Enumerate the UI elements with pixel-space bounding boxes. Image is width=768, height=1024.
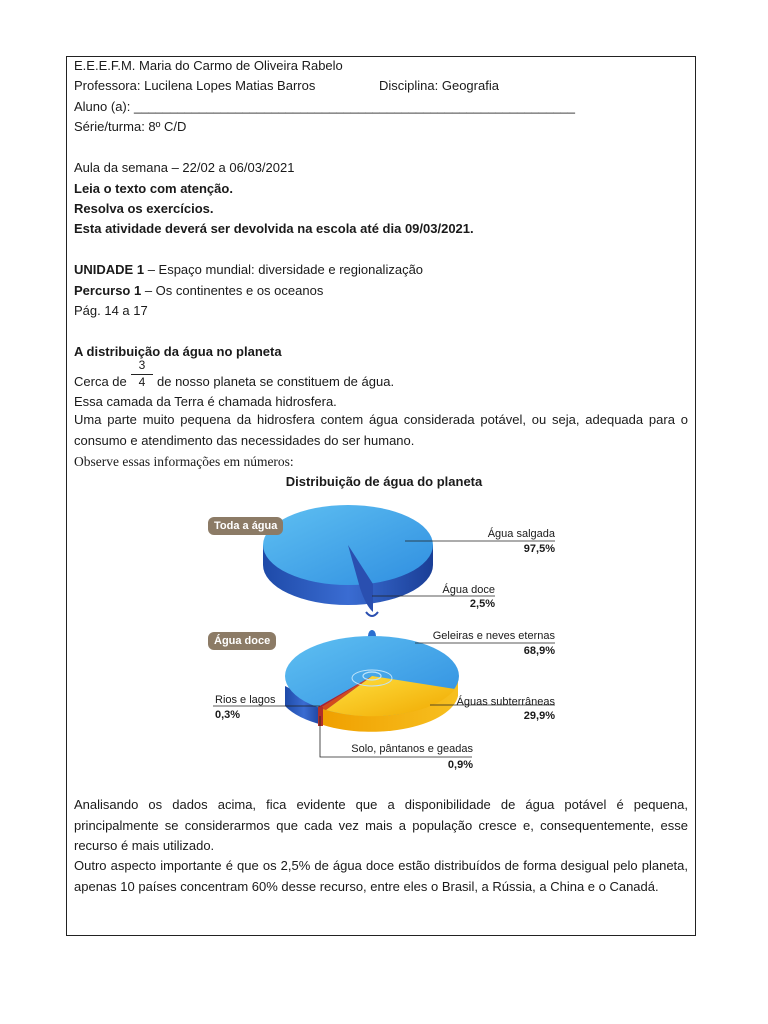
- line-cerca: Cerca de: [74, 374, 127, 389]
- instruction-deadline: Esta atividade deverá ser devolvida na escola até dia 09/03/2021.: [74, 221, 474, 236]
- label-groundwater: Águas subterrâneas: [456, 696, 555, 708]
- tag-fresh-water: Água doce: [208, 632, 276, 650]
- label-soil: Solo, pântanos e geadas: [351, 743, 473, 755]
- conclusion-paragraph-2: Outro aspecto importante é que os 2,5% de água doce estão distribuídos de forma desigual pelo planeta, apenas 10 países concentram 60% desse recurso, entre eles o Brasil, a Rússia, a China e o Canadá.: [74, 858, 688, 894]
- chart-title: Distribuição de água do planeta: [285, 474, 483, 489]
- fraction-numerator: 3: [138, 358, 146, 372]
- value-glaciers: 68,9%: [523, 645, 555, 657]
- value-groundwater: 29,9%: [523, 710, 555, 722]
- unit-text: – Espaço mundial: diversidade e regionalização: [144, 262, 424, 277]
- label-rivers: Rios e lagos: [215, 694, 276, 706]
- label-fresh-water: Água doce: [442, 584, 495, 596]
- grade: Série/turma: 8º C/D: [74, 119, 187, 134]
- value-soil: 0,9%: [447, 759, 473, 771]
- subject: Disciplina: Geografia: [379, 78, 499, 93]
- line-planet: de nosso planeta se constituem de água.: [157, 374, 395, 389]
- pages: Pág. 14 a 17: [74, 303, 148, 318]
- line-potable: Uma parte muito pequena da hidrosfera contem água considerada potável, ou seja, adequada para o consumo e atendimento das necessidades do ser humano.: [74, 412, 688, 448]
- tag-all-water: Toda a água: [208, 517, 283, 535]
- value-fresh-water: 2,5%: [469, 598, 495, 610]
- instruction-solve: Resolva os exercícios.: [74, 201, 214, 216]
- value-salt-water: 97,5%: [523, 543, 555, 555]
- conclusion-paragraph-1: Analisando os dados acima, fica evidente que a disponibilidade de água potável é pequena, principalmente se considerarmos que cada vez mais a população cresce e, consequentemente, esse recurso é mais utilizado.: [74, 797, 688, 853]
- teacher-name: Professora: Lucilena Lopes Matias Barros: [74, 78, 316, 93]
- path-text: – Os continentes e os oceanos: [141, 283, 324, 298]
- label-glaciers: Geleiras e neves eternas: [432, 630, 555, 642]
- line-hydrosphere: Essa camada da Terra é chamada hidrosfera.: [74, 394, 337, 409]
- path-label: Percurso 1: [74, 283, 142, 298]
- week: Aula da semana – 22/02 a 06/03/2021: [74, 160, 295, 175]
- line-observe: Observe essas informações em números:: [74, 454, 294, 469]
- value-rivers: 0,3%: [215, 709, 241, 721]
- school-name: E.E.E.F.M. Maria do Carmo de Oliveira Rabelo: [74, 58, 343, 73]
- fraction-denominator: 4: [138, 375, 146, 389]
- section-title: A distribuição da água no planeta: [74, 344, 282, 359]
- unit-label: UNIDADE 1: [74, 262, 145, 277]
- student-line: Aluno (a): _____________________________________________________________: [74, 99, 576, 114]
- label-salt-water: Água salgada: [487, 528, 555, 540]
- instruction-read: Leia o texto com atenção.: [74, 181, 233, 196]
